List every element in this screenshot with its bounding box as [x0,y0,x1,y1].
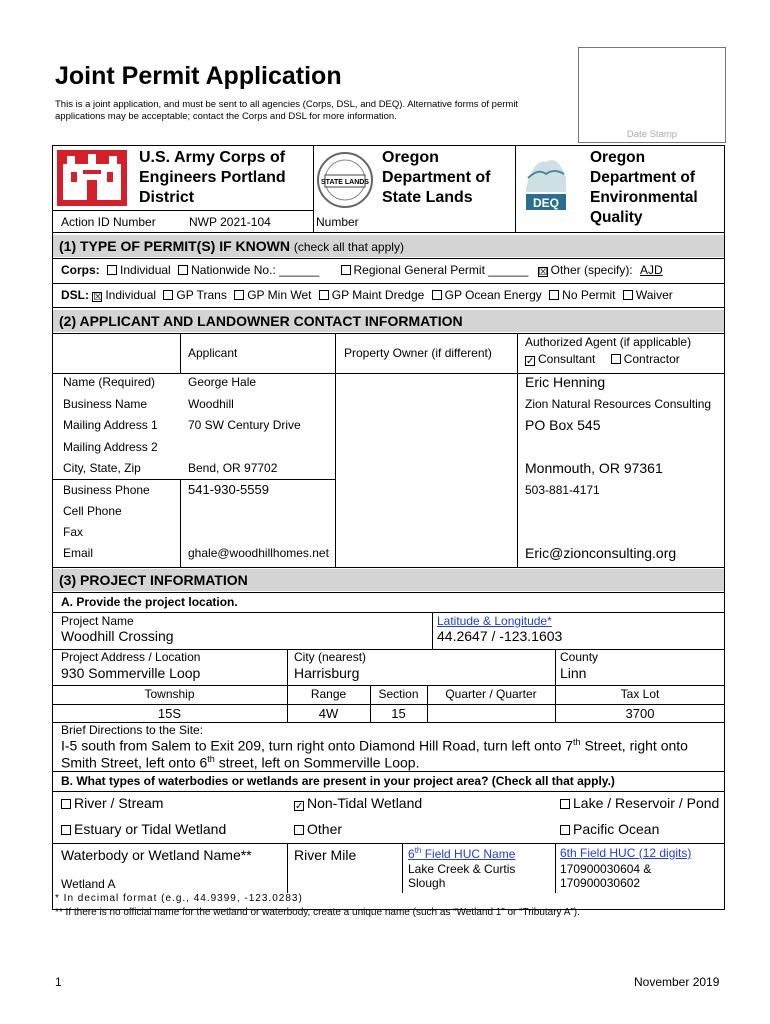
directions-line-2[interactable]: Smith Street, left onto 6th street, left on Sommerville Loop. [61,754,420,771]
checkbox-pacific-ocean[interactable] [560,825,570,835]
qq-label: Quarter / Quarter [445,687,537,701]
city-value[interactable]: Harrisburg [294,665,360,681]
footer-date: November 2019 [634,975,720,989]
corps-permit-row: Corps: Individual Nationwide No.: ______ Regional General Permit ______ ☒ Other (specify): AJD [61,263,663,278]
huc-digits-label: 6th Field HUC (12 digits) [560,846,692,860]
contact-row-label: Cell Phone [63,504,122,518]
latlon-label: Latitude & Longitude* [437,614,552,628]
agent-value[interactable]: Monmouth, OR 97361 [525,460,663,476]
section2-heading: (2) APPLICANT AND LANDOWNER CONTACT INFORMATION [53,310,724,332]
dsl-seal-text: STATE LANDS [321,179,369,186]
dsl-seal-logo [312,150,378,210]
checkbox-nontidal-wetland[interactable]: ✓ [295,801,304,812]
agent-value[interactable]: Eric@zionconsulting.org [525,545,677,561]
deq-logo-text: DEQ [532,196,560,210]
county-label: County [560,650,599,664]
agent-value[interactable]: Eric Henning [525,374,606,390]
address-value[interactable]: 930 Sommerville Loop [61,665,201,681]
contact-row-label: Fax [63,525,84,539]
county-value[interactable]: Linn [560,665,587,681]
taxlot-value[interactable]: 3700 [625,706,655,721]
project-name-label: Project Name [61,614,134,628]
dsl-number-label: Number [316,215,359,229]
address-label: Project Address / Location [61,650,201,664]
section1-title: (1) TYPE OF PERMIT(S) IF KNOWN [59,238,290,254]
wb-lake: Lake / Reservoir / Pond [560,795,719,811]
latlon-value[interactable]: 44.2647 / -123.1603 [437,628,563,644]
wb-nontidal: ✓ Non-Tidal Wetland [295,795,423,812]
contact-row-label: Email [63,546,94,560]
applicant-value[interactable]: Woodhill [188,397,234,411]
col-property-owner: Property Owner (if different) [344,346,492,360]
checkbox-river-stream[interactable] [61,799,71,809]
checkbox-dsl-individual[interactable]: ☒ [93,292,103,303]
section-label: Section [378,687,419,701]
page-number: 1 [55,975,62,989]
dsl-agency-name: Oregon Department of State Lands [382,149,491,206]
section3-b-label: B. What types of waterbodies or wetlands are present in your project area? (Check all that apply.) [61,774,615,788]
agent-type-row: ✓ Consultant Contractor [526,352,680,367]
applicant-value[interactable]: ghale@woodhillhomes.net [188,546,329,560]
section1-note: (check all that apply) [293,240,404,254]
checkbox-dsl-gp-maint-dredge[interactable] [319,290,329,300]
contact-row-label: Business Phone [63,483,150,497]
date-stamp-label: Date Stamp [626,129,678,140]
section-value[interactable]: 15 [391,706,406,721]
checkbox-dsl-gp-min-wet[interactable] [234,290,244,300]
applicant-value[interactable]: 70 SW Century Drive [188,418,301,432]
usace-castle-logo [57,150,127,206]
project-name-value[interactable]: Woodhill Crossing [61,628,174,644]
river-mile-label: River Mile [294,847,357,863]
dsl-label: DSL: [61,288,89,302]
township-value[interactable]: 15S [157,706,182,721]
huc-digits-value[interactable]: 170900030604 & 170900030602 [560,862,652,890]
checkbox-corps-regional[interactable] [341,265,351,275]
checkbox-lake-reservoir[interactable] [560,799,570,809]
page-title: Joint Permit Application [55,62,342,90]
wb-name-value[interactable]: Wetland A [61,877,116,891]
col-applicant: Applicant [188,346,238,360]
checkbox-contractor[interactable] [611,354,621,364]
agent-value[interactable]: Zion Natural Resources Consulting [525,397,712,411]
range-label: Range [310,687,347,701]
corps-other-value[interactable]: AJD [640,263,663,277]
contact-row-label: City, State, Zip [63,461,141,475]
city-label: City (nearest) [294,650,367,664]
wb-ocean: Pacific Ocean [560,821,659,837]
date-stamp-box [578,47,726,143]
contact-row-label: Name (Required) [63,375,156,389]
huc-name-value[interactable]: Lake Creek & Curtis Slough [408,862,516,890]
checkbox-dsl-gp-ocean-energy[interactable] [432,290,442,300]
checkbox-dsl-waiver[interactable] [623,290,633,300]
action-id-value[interactable]: NWP 2021-104 [189,215,271,229]
checkbox-corps-other[interactable]: ☒ [538,267,548,278]
checkbox-dsl-no-permit[interactable] [549,290,559,300]
contact-row-label: Mailing Address 1 [63,418,158,432]
checkbox-estuary[interactable] [61,825,71,835]
wb-name-label: Waterbody or Wetland Name** [61,847,252,863]
wb-estuary: Estuary or Tidal Wetland [61,821,226,837]
intro-text: This is a joint application, and must be sent to all agencies (Corps, DSL, and DEQ). Alternative forms of permit applications may be acceptable; contact the Corps and DSL for more information. [55,99,519,122]
applicant-value[interactable]: Bend, OR 97702 [188,461,278,475]
deq-agency-name: Oregon Department of Environmental Quality [590,149,698,226]
footnote-name: ** If there is no official name for the wetland or waterbody, create a unique name (such as “Wetland 1” or “Tributary A”). [55,907,580,918]
directions-label: Brief Directions to the Site: [61,723,204,737]
taxlot-label: Tax Lot [620,687,660,701]
huc-name-label: 6th Field HUC Name [408,846,516,861]
contact-row-label: Mailing Address 2 [63,440,158,454]
applicant-value[interactable]: 541-930-5559 [188,482,269,497]
range-value[interactable]: 4W [318,706,339,721]
checkbox-dsl-gp-trans[interactable] [163,290,173,300]
wb-other: Other [294,821,342,837]
footnote-decimal: * In decimal format (e.g., 44.9399, -123.0283) [55,893,303,904]
action-id-label: Action ID Number [61,215,156,229]
dsl-permit-row: DSL: ☒ Individual GP Trans GP Min Wet GP Maint Dredge GP Ocean Energy No Permit Waiver [61,288,673,303]
section1-heading [53,235,724,257]
checkbox-corps-nationwide[interactable] [178,265,188,275]
applicant-value[interactable]: George Hale [188,375,257,389]
directions-line-1[interactable]: I-5 south from Salem to Exit 209, turn right onto Diamond Hill Road, turn left onto 7th Street, right onto [61,737,688,754]
section3-a-label: A. Provide the project location. [61,595,238,609]
contact-row-label: Business Name [63,397,148,411]
agent-value[interactable]: PO Box 545 [525,417,601,433]
corps-label: Corps: [61,263,100,277]
checkbox-consultant[interactable]: ✓ [526,356,535,367]
checkbox-corps-individual[interactable] [107,265,117,275]
col-agent: Authorized Agent (if applicable) [525,335,692,349]
checkbox-other-waterbody[interactable] [294,825,304,835]
wb-river: River / Stream [61,795,163,811]
agent-value[interactable]: 503-881-4171 [525,483,600,497]
corps-agency-name: U.S. Army Corps of Engineers Portland District [139,149,286,206]
township-label: Township [144,687,195,701]
section3-heading: (3) PROJECT INFORMATION [53,569,724,591]
deq-logo [524,148,568,212]
